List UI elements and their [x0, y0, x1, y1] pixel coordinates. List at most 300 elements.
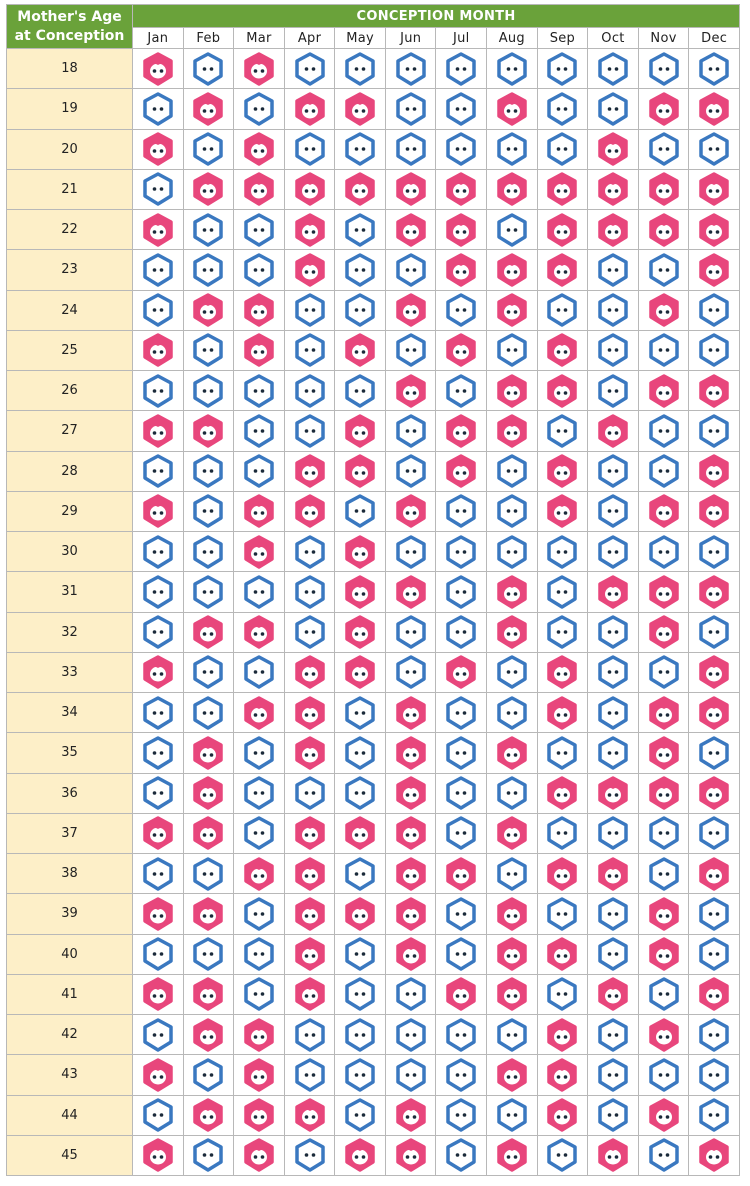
girl-face-icon: [343, 615, 377, 649]
prediction-cell-oct: [588, 169, 639, 209]
prediction-cell-mar: [234, 773, 285, 813]
prediction-cell-aug: [487, 894, 538, 934]
girl-face-icon: [191, 293, 225, 327]
boy-face-icon: [242, 92, 276, 126]
boy-face-icon: [444, 776, 478, 810]
boy-face-icon: [545, 535, 579, 569]
boy-face-icon: [596, 736, 630, 770]
age-cell: 33: [7, 652, 133, 692]
table-row: [7, 612, 740, 652]
boy-face-icon: [495, 52, 529, 86]
prediction-cell-aug: [487, 854, 538, 894]
header-row: [7, 5, 740, 28]
girl-face-icon: [293, 172, 327, 206]
prediction-cell-jan: [133, 612, 184, 652]
table-row: [7, 1135, 740, 1175]
girl-face-icon: [444, 333, 478, 367]
girl-face-icon: [141, 494, 175, 528]
boy-face-icon: [596, 535, 630, 569]
prediction-cell-may: [335, 1095, 386, 1135]
girl-face-icon: [647, 776, 681, 810]
prediction-cell-nov: [638, 532, 689, 572]
prediction-cell-apr: [284, 451, 335, 491]
prediction-cell-feb: [183, 1015, 234, 1055]
boy-face-icon: [242, 977, 276, 1011]
prediction-cell-aug: [487, 371, 538, 411]
prediction-cell-dec: [689, 1135, 740, 1175]
prediction-cell-nov: [638, 451, 689, 491]
girl-face-icon: [647, 1018, 681, 1052]
girl-face-icon: [191, 1098, 225, 1132]
girl-face-icon: [394, 776, 428, 810]
prediction-cell-feb: [183, 934, 234, 974]
girl-face-icon: [141, 213, 175, 247]
prediction-cell-jun: [385, 773, 436, 813]
prediction-cell-jul: [436, 693, 487, 733]
boy-face-icon: [343, 132, 377, 166]
boy-face-icon: [596, 937, 630, 971]
prediction-cell-jul: [436, 974, 487, 1014]
prediction-cell-nov: [638, 894, 689, 934]
girl-face-icon: [343, 172, 377, 206]
prediction-cell-feb: [183, 371, 234, 411]
prediction-cell-dec: [689, 250, 740, 290]
prediction-cell-nov: [638, 1095, 689, 1135]
prediction-cell-mar: [234, 250, 285, 290]
boy-face-icon: [394, 535, 428, 569]
girl-face-icon: [647, 374, 681, 408]
age-cell: 25: [7, 330, 133, 370]
boy-face-icon: [191, 857, 225, 891]
girl-face-icon: [242, 1058, 276, 1092]
boy-face-icon: [545, 977, 579, 1011]
prediction-cell-aug: [487, 813, 538, 853]
prediction-cell-sep: [537, 411, 588, 451]
girl-face-icon: [545, 1098, 579, 1132]
boy-face-icon: [293, 374, 327, 408]
prediction-cell-mar: [234, 451, 285, 491]
girl-face-icon: [495, 92, 529, 126]
prediction-cell-nov: [638, 652, 689, 692]
table-row: [7, 693, 740, 733]
girl-face-icon: [191, 1018, 225, 1052]
girl-face-icon: [697, 253, 731, 287]
boy-face-icon: [545, 132, 579, 166]
boy-face-icon: [141, 696, 175, 730]
girl-face-icon: [444, 172, 478, 206]
age-cell: 42: [7, 1015, 133, 1055]
prediction-cell-jul: [436, 612, 487, 652]
boy-face-icon: [242, 816, 276, 850]
prediction-cell-aug: [487, 89, 538, 129]
boy-face-icon: [191, 494, 225, 528]
prediction-cell-may: [335, 693, 386, 733]
girl-face-icon: [293, 213, 327, 247]
prediction-cell-oct: [588, 1055, 639, 1095]
girl-face-icon: [191, 615, 225, 649]
prediction-cell-jul: [436, 773, 487, 813]
prediction-cell-may: [335, 612, 386, 652]
prediction-cell-jun: [385, 974, 436, 1014]
prediction-cell-oct: [588, 572, 639, 612]
boy-face-icon: [495, 655, 529, 689]
boy-face-icon: [394, 333, 428, 367]
boy-face-icon: [697, 535, 731, 569]
prediction-cell-dec: [689, 854, 740, 894]
boy-face-icon: [141, 937, 175, 971]
boy-face-icon: [293, 333, 327, 367]
prediction-cell-may: [335, 733, 386, 773]
boy-face-icon: [596, 1018, 630, 1052]
girl-face-icon: [242, 1138, 276, 1172]
girl-face-icon: [495, 253, 529, 287]
prediction-cell-mar: [234, 894, 285, 934]
girl-face-icon: [545, 454, 579, 488]
prediction-cell-mar: [234, 491, 285, 531]
prediction-cell-jan: [133, 1015, 184, 1055]
prediction-cell-aug: [487, 49, 538, 89]
prediction-cell-aug: [487, 934, 538, 974]
girl-face-icon: [697, 374, 731, 408]
prediction-cell-jan: [133, 934, 184, 974]
prediction-cell-jan: [133, 652, 184, 692]
girl-face-icon: [191, 414, 225, 448]
prediction-cell-oct: [588, 612, 639, 652]
prediction-cell-jul: [436, 210, 487, 250]
prediction-cell-jul: [436, 1015, 487, 1055]
boy-face-icon: [697, 816, 731, 850]
girl-face-icon: [495, 575, 529, 609]
boy-face-icon: [495, 857, 529, 891]
prediction-cell-apr: [284, 250, 335, 290]
girl-face-icon: [242, 52, 276, 86]
prediction-cell-jul: [436, 532, 487, 572]
girl-face-icon: [394, 816, 428, 850]
girl-face-icon: [242, 857, 276, 891]
boy-face-icon: [697, 132, 731, 166]
girl-face-icon: [545, 333, 579, 367]
prediction-cell-nov: [638, 813, 689, 853]
age-cell: 18: [7, 49, 133, 89]
prediction-cell-oct: [588, 411, 639, 451]
prediction-cell-sep: [537, 572, 588, 612]
prediction-cell-dec: [689, 572, 740, 612]
girl-face-icon: [242, 696, 276, 730]
prediction-cell-may: [335, 934, 386, 974]
girl-face-icon: [647, 575, 681, 609]
prediction-cell-sep: [537, 894, 588, 934]
prediction-cell-dec: [689, 411, 740, 451]
prediction-cell-oct: [588, 532, 639, 572]
prediction-cell-oct: [588, 330, 639, 370]
boy-face-icon: [545, 52, 579, 86]
prediction-cell-sep: [537, 129, 588, 169]
prediction-cell-apr: [284, 129, 335, 169]
table-row: [7, 773, 740, 813]
boy-face-icon: [191, 937, 225, 971]
age-cell: 31: [7, 572, 133, 612]
boy-face-icon: [343, 736, 377, 770]
girl-face-icon: [697, 977, 731, 1011]
prediction-cell-aug: [487, 451, 538, 491]
prediction-cell-jul: [436, 934, 487, 974]
prediction-cell-sep: [537, 1095, 588, 1135]
boy-face-icon: [394, 655, 428, 689]
prediction-cell-apr: [284, 813, 335, 853]
boy-face-icon: [444, 1138, 478, 1172]
prediction-cell-apr: [284, 1135, 335, 1175]
prediction-cell-nov: [638, 1135, 689, 1175]
girl-face-icon: [495, 374, 529, 408]
girl-face-icon: [647, 1098, 681, 1132]
prediction-cell-jul: [436, 894, 487, 934]
prediction-cell-jun: [385, 1015, 436, 1055]
boy-face-icon: [495, 454, 529, 488]
prediction-cell-may: [335, 974, 386, 1014]
prediction-cell-sep: [537, 169, 588, 209]
girl-face-icon: [191, 816, 225, 850]
age-cell: 24: [7, 290, 133, 330]
girl-face-icon: [141, 1138, 175, 1172]
boy-face-icon: [242, 655, 276, 689]
boy-face-icon: [394, 414, 428, 448]
table-row: [7, 733, 740, 773]
girl-face-icon: [343, 414, 377, 448]
boy-face-icon: [191, 655, 225, 689]
corner-line-2: at Conception: [14, 27, 125, 44]
prediction-cell-nov: [638, 572, 689, 612]
boy-face-icon: [495, 535, 529, 569]
prediction-cell-aug: [487, 773, 538, 813]
prediction-cell-apr: [284, 894, 335, 934]
girl-face-icon: [647, 494, 681, 528]
boy-face-icon: [444, 575, 478, 609]
prediction-cell-jun: [385, 210, 436, 250]
girl-face-icon: [697, 454, 731, 488]
prediction-cell-jan: [133, 813, 184, 853]
prediction-cell-dec: [689, 934, 740, 974]
girl-face-icon: [293, 816, 327, 850]
prediction-cell-jul: [436, 49, 487, 89]
boy-face-icon: [141, 535, 175, 569]
prediction-cell-oct: [588, 129, 639, 169]
prediction-cell-may: [335, 1055, 386, 1095]
boy-face-icon: [596, 293, 630, 327]
boy-face-icon: [141, 374, 175, 408]
prediction-cell-jan: [133, 974, 184, 1014]
girl-face-icon: [141, 132, 175, 166]
table-row: [7, 451, 740, 491]
prediction-cell-nov: [638, 411, 689, 451]
girl-face-icon: [293, 736, 327, 770]
prediction-cell-sep: [537, 934, 588, 974]
girl-face-icon: [697, 696, 731, 730]
prediction-cell-jan: [133, 1055, 184, 1095]
prediction-cell-dec: [689, 169, 740, 209]
girl-face-icon: [596, 172, 630, 206]
prediction-cell-oct: [588, 733, 639, 773]
prediction-cell-jun: [385, 451, 436, 491]
prediction-cell-dec: [689, 129, 740, 169]
girl-face-icon: [242, 293, 276, 327]
prediction-cell-jul: [436, 371, 487, 411]
prediction-cell-sep: [537, 773, 588, 813]
prediction-cell-feb: [183, 612, 234, 652]
prediction-cell-sep: [537, 813, 588, 853]
girl-face-icon: [444, 977, 478, 1011]
month-header-nov: Nov: [638, 28, 689, 49]
prediction-cell-mar: [234, 974, 285, 1014]
prediction-cell-jan: [133, 572, 184, 612]
prediction-cell-jan: [133, 451, 184, 491]
boy-face-icon: [141, 172, 175, 206]
boy-face-icon: [444, 816, 478, 850]
prediction-cell-mar: [234, 169, 285, 209]
boy-face-icon: [141, 736, 175, 770]
prediction-cell-oct: [588, 894, 639, 934]
boy-face-icon: [647, 414, 681, 448]
prediction-cell-sep: [537, 49, 588, 89]
girl-face-icon: [697, 575, 731, 609]
girl-face-icon: [647, 615, 681, 649]
age-cell: 41: [7, 974, 133, 1014]
prediction-cell-sep: [537, 854, 588, 894]
girl-face-icon: [444, 253, 478, 287]
prediction-cell-oct: [588, 652, 639, 692]
boy-face-icon: [141, 253, 175, 287]
girl-face-icon: [141, 655, 175, 689]
prediction-cell-may: [335, 49, 386, 89]
boy-face-icon: [343, 857, 377, 891]
prediction-cell-apr: [284, 290, 335, 330]
table-row: [7, 89, 740, 129]
prediction-cell-jan: [133, 532, 184, 572]
prediction-cell-feb: [183, 1135, 234, 1175]
table-row: [7, 330, 740, 370]
girl-face-icon: [293, 92, 327, 126]
prediction-cell-sep: [537, 451, 588, 491]
boy-face-icon: [394, 132, 428, 166]
boy-face-icon: [647, 253, 681, 287]
girl-face-icon: [242, 535, 276, 569]
prediction-cell-oct: [588, 250, 639, 290]
boy-face-icon: [242, 213, 276, 247]
girl-face-icon: [697, 92, 731, 126]
boy-face-icon: [293, 615, 327, 649]
boy-face-icon: [596, 1098, 630, 1132]
prediction-cell-apr: [284, 934, 335, 974]
girl-face-icon: [343, 655, 377, 689]
girl-face-icon: [596, 575, 630, 609]
table-row: [7, 129, 740, 169]
prediction-cell-jul: [436, 1135, 487, 1175]
prediction-cell-apr: [284, 652, 335, 692]
prediction-cell-jan: [133, 491, 184, 531]
boy-face-icon: [141, 1098, 175, 1132]
girl-face-icon: [191, 172, 225, 206]
boy-face-icon: [444, 535, 478, 569]
age-cell: 20: [7, 129, 133, 169]
prediction-cell-dec: [689, 330, 740, 370]
boy-face-icon: [545, 575, 579, 609]
girl-face-icon: [545, 253, 579, 287]
prediction-cell-jan: [133, 129, 184, 169]
boy-face-icon: [545, 293, 579, 327]
age-cell: 28: [7, 451, 133, 491]
girl-face-icon: [141, 897, 175, 931]
girl-face-icon: [191, 897, 225, 931]
boy-face-icon: [596, 655, 630, 689]
prediction-cell-oct: [588, 1015, 639, 1055]
girl-face-icon: [394, 172, 428, 206]
prediction-cell-nov: [638, 1055, 689, 1095]
girl-face-icon: [545, 1018, 579, 1052]
prediction-cell-jan: [133, 371, 184, 411]
boy-face-icon: [343, 776, 377, 810]
girl-face-icon: [343, 575, 377, 609]
prediction-cell-nov: [638, 934, 689, 974]
prediction-cell-jun: [385, 371, 436, 411]
girl-face-icon: [293, 977, 327, 1011]
prediction-cell-mar: [234, 854, 285, 894]
prediction-cell-feb: [183, 894, 234, 934]
boy-face-icon: [394, 1058, 428, 1092]
prediction-cell-apr: [284, 974, 335, 1014]
prediction-cell-nov: [638, 89, 689, 129]
girl-face-icon: [495, 1138, 529, 1172]
age-cell: 27: [7, 411, 133, 451]
prediction-cell-sep: [537, 250, 588, 290]
boy-face-icon: [394, 454, 428, 488]
boy-face-icon: [293, 535, 327, 569]
boy-face-icon: [343, 253, 377, 287]
age-cell: 35: [7, 733, 133, 773]
prediction-cell-sep: [537, 1135, 588, 1175]
girl-face-icon: [141, 816, 175, 850]
prediction-cell-oct: [588, 451, 639, 491]
boy-face-icon: [293, 52, 327, 86]
prediction-cell-sep: [537, 733, 588, 773]
prediction-cell-jul: [436, 813, 487, 853]
prediction-cell-jun: [385, 49, 436, 89]
prediction-cell-mar: [234, 693, 285, 733]
prediction-cell-feb: [183, 572, 234, 612]
prediction-cell-may: [335, 491, 386, 531]
girl-face-icon: [343, 816, 377, 850]
month-header-apr: Apr: [284, 28, 335, 49]
girl-face-icon: [141, 977, 175, 1011]
prediction-cell-feb: [183, 451, 234, 491]
prediction-cell-jun: [385, 652, 436, 692]
table-row: [7, 934, 740, 974]
month-header-sep: Sep: [537, 28, 588, 49]
age-cell: 38: [7, 854, 133, 894]
boy-face-icon: [343, 696, 377, 730]
boy-face-icon: [394, 977, 428, 1011]
girl-face-icon: [545, 1058, 579, 1092]
prediction-cell-mar: [234, 813, 285, 853]
prediction-cell-may: [335, 169, 386, 209]
prediction-cell-may: [335, 773, 386, 813]
prediction-cell-oct: [588, 773, 639, 813]
prediction-cell-dec: [689, 974, 740, 1014]
girl-face-icon: [293, 1098, 327, 1132]
girl-face-icon: [545, 937, 579, 971]
table-row: [7, 1055, 740, 1095]
boy-face-icon: [444, 92, 478, 126]
boy-face-icon: [545, 92, 579, 126]
boy-face-icon: [343, 293, 377, 327]
